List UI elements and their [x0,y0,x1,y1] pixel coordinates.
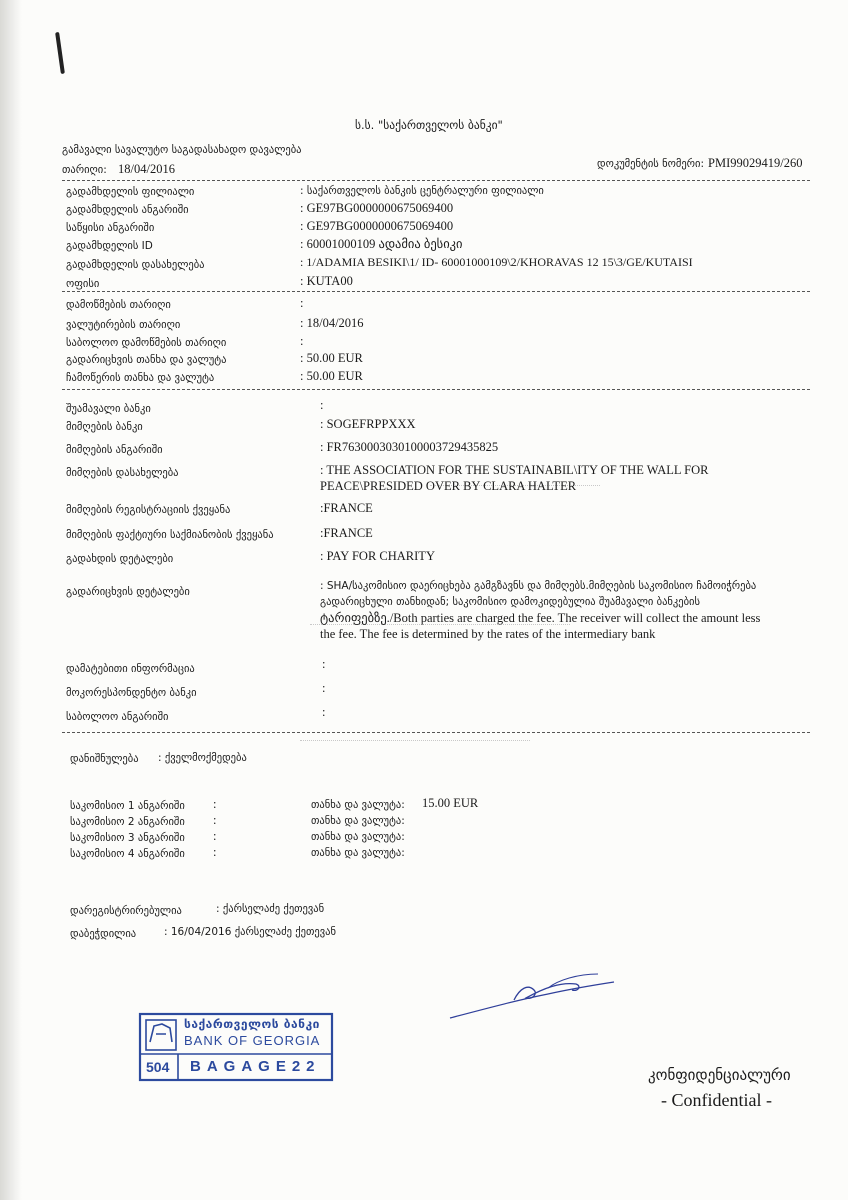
field-label: გადარიცხვის დეტალები [66,586,190,598]
date-value: 18/04/2016 [118,162,175,176]
field-label: დამოწმების თარიღი [66,299,171,311]
field-label: საბოლოო დამოწმების თარიღი [66,337,227,349]
colon: : [213,797,217,811]
pen-mark [55,32,65,74]
field-value: : GE97BG0000000675069400 [300,219,454,233]
section-divider [62,180,810,181]
section-divider [62,389,810,390]
printed-label: დაბეჭდილია [70,928,137,940]
field-value-continued: ტარიფებზე./Both parties are charged the fee. The receiver will collect the amount less [320,611,761,625]
field-value: : [300,334,304,348]
date-label: თარიღი: [62,164,107,176]
field-label: მიმღების რეგისტრაციის ქვეყანა [66,504,231,516]
field-value: : [322,705,326,719]
confidential-english: - Confidential - [661,1090,772,1110]
field-label: გადამხდელის ID [66,240,153,252]
field-value: : [322,657,326,671]
commission-amount-label: თანხა და ვალუტა: [311,847,405,859]
commission-account-label: საკომისიო 3 ანგარიში [70,832,185,844]
bleed-through-line [300,740,530,741]
field-label: ჩამოწერის თანხა და ვალუტა [66,372,215,384]
commission-amount-label: თანხა და ვალუტა: [311,815,405,827]
commission-account-label: საკომისიო 1 ანგარიში [70,800,185,812]
confidential-georgian: კონფიდენციალური [648,1066,791,1084]
document-number-label: დოკუმენტის ნომერი: [597,158,705,170]
registered-by-value: : ქარსელაძე ქეთევან [216,903,325,915]
field-value: : THE ASSOCIATION FOR THE SUSTAINABIL\ITY OF THE WALL FOR [320,463,709,477]
field-value-continued: the fee. The fee is determined by the rates of the intermediary bank [320,627,656,641]
field-label: მიმღების დასახელება [66,467,179,479]
field-label: გადამხდელის ფილიალი [66,186,195,198]
printed-value: : 16/04/2016 ქარსელაძე ქეთევან [164,926,336,938]
field-value: : PAY FOR CHARITY [320,549,435,563]
commission-amount-label: თანხა და ვალუტა: [311,831,405,843]
field-label: ვალუტირების თარიღი [66,319,181,331]
colon: : [213,829,217,843]
stamp-logo-icon [146,1020,176,1050]
field-label: შუამავალი ბანკი [66,403,151,415]
field-value: : 50.00 EUR [300,351,363,365]
field-value-continued: გადარიცხული თანხიდან; საკომისიო დამოკიდებულია შუამავალი ბანკების [320,596,700,608]
field-label: გადამხდელის დასახელება [66,259,205,271]
field-value: : 60001000109 ადამია ბესიკი [300,237,463,251]
colon: : [213,845,217,859]
commission-amount-label: თანხა და ვალუტა: [311,799,405,811]
field-label: მოკორესპონდენტო ბანკი [66,687,197,699]
colon: : [213,813,217,827]
field-value: :FRANCE [320,526,373,540]
field-value: :FRANCE [320,501,373,515]
bank-stamp [138,1012,334,1082]
registered-by-label: დარეგისტრირებულია [70,905,182,917]
commission-account-label: საკომისიო 2 ანგარიში [70,816,185,828]
field-value: : საქართველოს ბანკის ცენტრალური ფილიალი [300,185,544,197]
field-value: : SHA/საკომისიო დაერიცხება გამგზავნს და მიმღებს.მიმღების საკომისიო ჩამოიჭრება [320,580,757,592]
field-value: : 18/04/2016 [300,316,364,330]
field-value: : FR7630003030100003729435825 [320,440,499,454]
field-value-continued: PEACE\PRESIDED OVER BY CLARA HALTER [320,479,577,493]
bank-title: ს.ს. "საქართველოს ბანკი" [355,118,503,132]
field-label: მიმღების ანგარიში [66,444,163,456]
scan-page-edge [0,0,22,1200]
field-value: : GE97BG0000000675069400 [300,201,454,215]
field-label: გადახდის დეტალები [66,553,174,565]
stamp-text-georgian: საქართველოს ბანკი [184,1017,320,1031]
stamp-text-english: BANK OF GEORGIA [184,1033,321,1048]
field-label: მიმღების ფაქტიური საქმიანობის ქვეყანა [66,529,274,541]
purpose-value: : ქველმოქმედება [158,752,247,764]
signature [448,960,628,1028]
stamp-code: BAGAGE22 [190,1058,321,1075]
field-value: : KUTA00 [300,274,353,288]
field-value: : [322,681,326,695]
commission-amount-value: 15.00 EUR [422,796,479,810]
field-label: მიმღების ბანკი [66,421,143,433]
field-label: გადამხდელის ანგარიში [66,204,189,216]
field-value: : 1/ADAMIA BESIKI\1/ ID- 60001000109\2/KHORAVAS 12 15\3/GE/KUTAISI [300,255,693,269]
field-label: გადარიცხვის თანხა და ვალუტა [66,354,227,366]
field-value: : SOGEFRPPXXX [320,417,416,431]
purpose-label: დანიშნულება [70,753,139,765]
field-value: : [320,398,324,412]
field-label: ოფისი [66,278,100,290]
commission-account-label: საკომისიო 4 ანგარიში [70,848,185,860]
document-number-value: PMI99029419/260 [708,156,803,170]
field-label: საწყისი ანგარიში [66,222,155,234]
section-divider [62,732,810,733]
field-label: დამატებითი ინფორმაცია [66,663,195,675]
stamp-number: 504 [146,1059,170,1075]
field-label: საბოლოო ანგარიში [66,711,169,723]
field-value: : 50.00 EUR [300,369,363,383]
field-value: : [300,296,304,310]
section-divider [62,291,810,292]
document-type: გამავალი სავალუტო საგადასახადო დავალება [62,144,302,156]
